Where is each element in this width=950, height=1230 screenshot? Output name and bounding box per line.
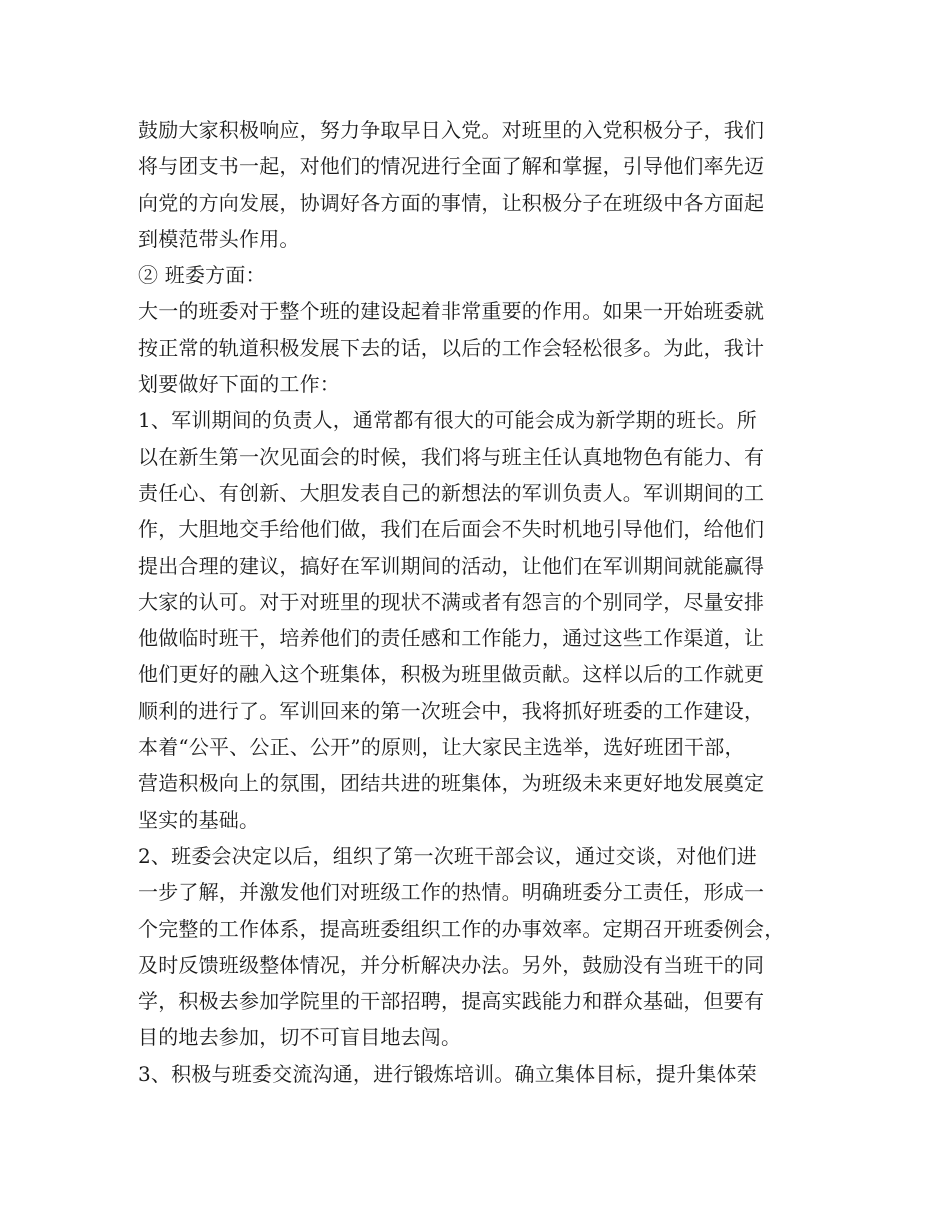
text-line: 作，大胆地交手给他们做，我们在后面会不失时机地引导他们，给他们 bbox=[138, 517, 765, 542]
text-line: 他做临时班干，培养他们的责任感和工作能力，通过这些工作渠道，让 bbox=[138, 626, 765, 651]
text-line: 本着“公平、公正、公开”的原则，让大家民主选举，选好班团干部， bbox=[138, 735, 745, 760]
text-line: 提出合理的建议，搞好在军训期间的活动，让他们在军训期间就能赢得 bbox=[138, 553, 765, 578]
text-line: 个完整的工作体系，提高班委组织工作的办事效率。定期召开班委例会， bbox=[138, 916, 785, 941]
text-line: 顺利的进行了。军训回来的第一次班会中，我将抓好班委的工作建设， bbox=[138, 698, 765, 723]
text-line: 2、班委会决定以后，组织了第一次班干部会议，通过交谈，对他们进 bbox=[138, 843, 757, 868]
text-line: 将与团支书一起，对他们的情况进行全面了解和掌握，引导他们率先迈 bbox=[138, 154, 765, 179]
text-line: 及时反馈班级整体情况，并分析解决办法。另外，鼓励没有当班干的同 bbox=[138, 952, 765, 977]
section-heading: ② 班委方面： bbox=[138, 263, 266, 288]
text-line: 划要做好下面的工作： bbox=[138, 372, 340, 397]
text-line: 一步了解，并激发他们对班级工作的热情。明确班委分工责任，形成一 bbox=[138, 880, 765, 905]
text-line: 学，积极去参加学院里的干部招聘，提高实践能力和群众基础，但要有 bbox=[138, 989, 765, 1014]
text-line: 大一的班委对于整个班的建设起着非常重要的作用。如果一开始班委就 bbox=[138, 299, 765, 324]
text-line: 责任心、有创新、大胆发表自己的新想法的军训负责人。军训期间的工 bbox=[138, 480, 765, 505]
text-line: 3、积极与班委交流沟通，进行锻炼培训。确立集体目标，提升集体荣 bbox=[138, 1061, 757, 1086]
text-line: 营造积极向上的氛围，团结共进的班集体，为班级未来更好地发展奠定 bbox=[138, 771, 765, 796]
text-line: 向党的方向发展，协调好各方面的事情，让积极分子在班级中各方面起 bbox=[138, 190, 765, 215]
text-line: 坚实的基础。 bbox=[138, 807, 260, 832]
text-line: 按正常的轨道积极发展下去的话，以后的工作会轻松很多。为此，我计 bbox=[138, 335, 765, 360]
text-line: 1、军训期间的负责人，通常都有很大的可能会成为新学期的班长。所 bbox=[138, 408, 757, 433]
text-line: 以在新生第一次见面会的时候，我们将与班主任认真地物色有能力、有 bbox=[138, 444, 765, 469]
text-line: 大家的认可。对于对班里的现状不满或者有怨言的个别同学，尽量安排 bbox=[138, 589, 765, 614]
text-line: 目的地去参加，切不可盲目地去闯。 bbox=[138, 1025, 462, 1050]
text-line: 鼓励大家积极响应，努力争取早日入党。对班里的入党积极分子，我们 bbox=[138, 118, 765, 142]
text-line: 他们更好的融入这个班集体，积极为班里做贡献。这样以后的工作就更 bbox=[138, 662, 765, 687]
document-body bbox=[138, 112, 828, 1092]
text-line: 到模范带头作用。 bbox=[138, 226, 300, 251]
